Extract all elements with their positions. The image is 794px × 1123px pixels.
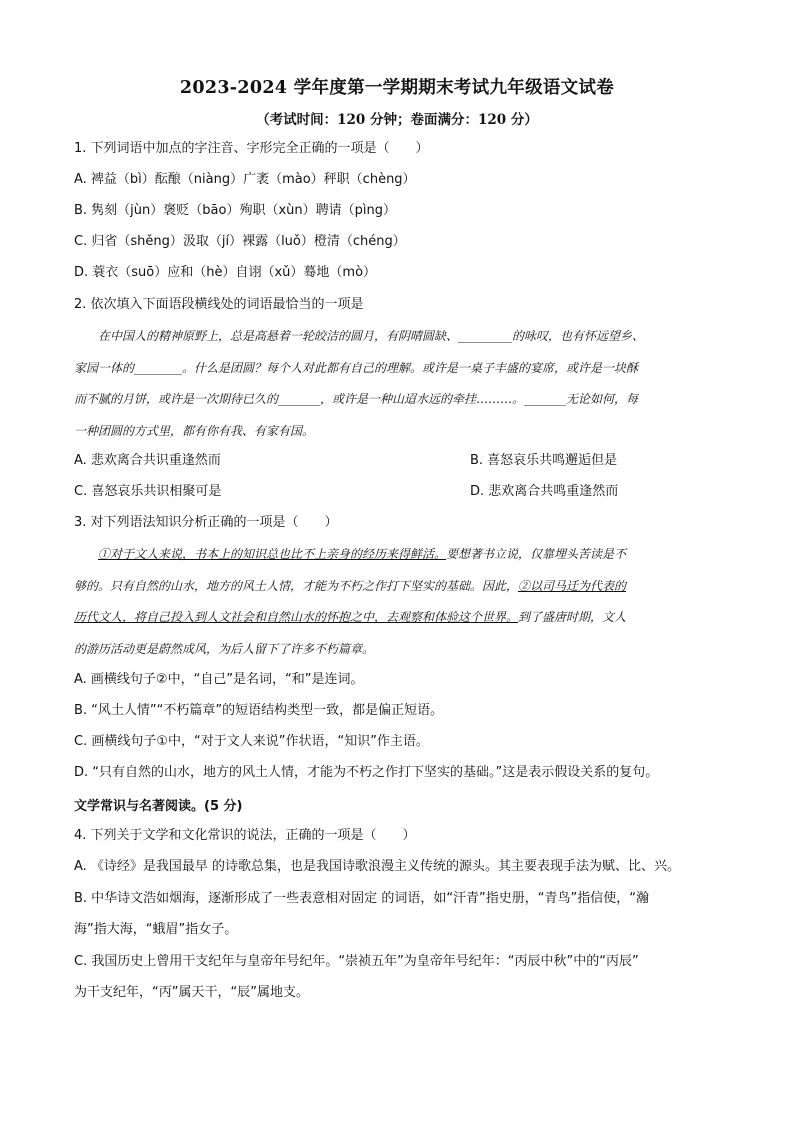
exam-info: （考试时间：120 分钟；卷面满分：120 分） <box>256 112 538 128</box>
q2-option-d: D. 悲欢离合共鸣重逢然而 <box>470 484 619 499</box>
q4-option-b: B. 中华诗文浩如烟海，逐渐形成了一些表意相对固定 的词语，如“汗青”指史册，“青鸟”指信使，“瀚 <box>74 891 649 906</box>
q2-passage-line: 在中国人的精神原野上，总是高悬着一轮皎洁的圆月，有阴晴圆缺、_________的咏叹，也有怀远望乡、 <box>98 329 645 343</box>
passage-text: 要想著书立说，仅靠埋头苦读是不 <box>446 547 627 561</box>
q2-passage-line: 家园一体的________。什么是团圆？每个人对此都有自己的理解。或许是一桌子丰盛的宴席，或许是一块酥 <box>74 361 639 375</box>
q1-stem: 1. 下列词语中加点的字注音、字形完全正确的一项是（ ） <box>74 141 429 156</box>
underlined-sentence-1: ①对于文人来说，书本上的知识总也比不上亲身的经历来得鲜活。 <box>98 547 447 561</box>
q2-passage-line: 一种团圆的方式里，都有你有我、有家有国。 <box>74 424 315 438</box>
q4-option-c-cont: 为干支纪年，“丙”属天干，“辰”属地支。 <box>74 985 309 1000</box>
q1-option-c: C. 归省（shěng）汲取（jí）裸露（luǒ）橙清（chéng） <box>74 234 406 249</box>
q3-option-a: A. 画横线句子②中，“自己”是名词，“和”是连词。 <box>74 672 364 687</box>
q3-stem: 3. 对下列语法知识分析正确的一项是（ ） <box>74 515 338 530</box>
q2-option-a: A. 悲欢离合共识重逢然而 <box>74 453 221 468</box>
q2-stem: 2. 依次填入下面语段横线处的词语最恰当的一项是 <box>74 297 364 312</box>
q4-option-b-cont: 海”指大海，“蛾眉”指女子。 <box>74 922 238 937</box>
q3-option-c: C. 画横线句子①中，“对于文人来说”作状语，“知识”作主语。 <box>74 734 429 749</box>
q4-stem: 4. 下列关于文学和文化常识的说法，正确的一项是（ ） <box>74 828 416 843</box>
page-title: 2023-2024 学年度第一学期期末考试九年级语文试卷 <box>179 78 615 98</box>
q1-option-b: B. 隽刻（jùn）褒贬（bāo）殉职（xùn）聘请（pìng） <box>74 203 396 218</box>
q3-passage-line <box>74 608 722 626</box>
passage-text: 够的。只有自然的山水，地方的风土人情，才能为不朽之作打下坚实的基础。因此， <box>74 579 519 593</box>
q2-option-c: C. 喜怒哀乐共识相聚可是 <box>74 484 222 499</box>
q3-passage-line <box>74 545 746 563</box>
q1-option-d: D. 蓑衣（suō）应和（hè）自诩（xǔ）蓦地（mò） <box>74 265 377 280</box>
q3-passage-line <box>74 577 722 595</box>
q3-option-d: D. “只有自然的山水，地方的风土人情，才能为不朽之作打下坚实的基础。”这是表示假设关系的复句。 <box>74 765 659 780</box>
q4-option-c: C. 我国历史上曾用干支纪年与皇帝年号纪年。“崇祯五年”为皇帝年号纪年：“丙辰中秋”中的“丙辰” <box>74 954 639 969</box>
section-heading: 文学常识与名著阅读。(5 分) <box>74 799 243 814</box>
q1-option-a: A. 裨益（bì）酝酿（niàng）广袤（mào）秤职（chèng） <box>74 172 416 187</box>
underlined-sentence-2: ②以司马迁为代表的 <box>518 579 627 593</box>
q3-passage-line: 的游历活动更是蔚然成风，为后人留下了许多不朽篇章。 <box>74 642 375 656</box>
underlined-sentence-2-cont: 历代文人，将自己投入到人文社会和自然山水的怀抱之中，去观察和体验这个世界。 <box>74 610 519 624</box>
passage-text: 到了盛唐时期，文人 <box>518 610 627 624</box>
q2-option-b: B. 喜怒哀乐共鸣邂逅但是 <box>470 453 618 468</box>
q2-options-row-2 <box>74 483 726 501</box>
q4-option-a: A. 《诗经》是我国最早 的诗歌总集，也是我国诗歌浪漫主义传统的源头。其主要表现手法为赋、比、兴。 <box>74 859 681 874</box>
q3-option-b: B. “风土人情”“不朽篇章”的短语结构类型一致，都是偏正短语。 <box>74 703 444 718</box>
q2-passage-line: 而不腻的月饼，或许是一次期待已久的_______，或许是一种山迢水远的牵挂………。_______无论如何，每 <box>74 392 639 406</box>
q2-options-row-1 <box>74 452 726 470</box>
